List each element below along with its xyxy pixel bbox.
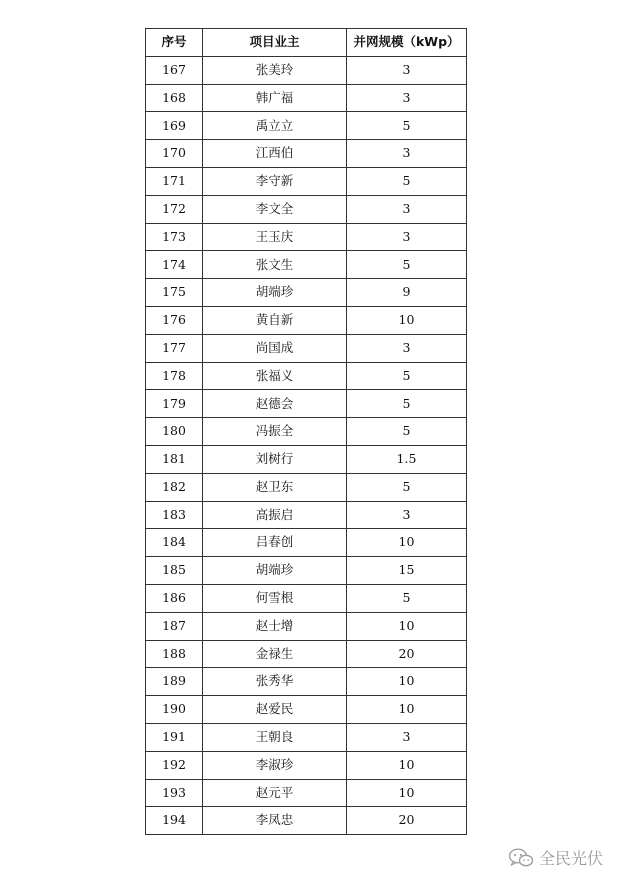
- cell-index: 181: [146, 445, 203, 473]
- table-row: [146, 779, 467, 807]
- cell-index: 191: [146, 723, 203, 751]
- table-row: [146, 668, 467, 696]
- table-row: [146, 279, 467, 307]
- cell-capacity: 10: [347, 751, 467, 779]
- cell-owner: 赵爱民: [203, 696, 347, 724]
- table-row: [146, 612, 467, 640]
- cell-capacity: 10: [347, 696, 467, 724]
- table-row: [146, 640, 467, 668]
- cell-index: 167: [146, 56, 203, 84]
- table-row: [146, 112, 467, 140]
- cell-owner: 尚国成: [203, 334, 347, 362]
- project-table: [145, 28, 467, 835]
- cell-owner: 王玉庆: [203, 223, 347, 251]
- cell-capacity: 10: [347, 668, 467, 696]
- cell-capacity: 10: [347, 779, 467, 807]
- table-row: [146, 445, 467, 473]
- cell-capacity: 5: [347, 251, 467, 279]
- cell-owner: 张文生: [203, 251, 347, 279]
- table-row: [146, 529, 467, 557]
- cell-capacity: 5: [347, 390, 467, 418]
- cell-owner: 何雪根: [203, 584, 347, 612]
- cell-index: 189: [146, 668, 203, 696]
- cell-index: 190: [146, 696, 203, 724]
- table-row: [146, 167, 467, 195]
- table-row: [146, 362, 467, 390]
- cell-index: 186: [146, 584, 203, 612]
- cell-owner: 江西伯: [203, 140, 347, 168]
- cell-owner: 刘树行: [203, 445, 347, 473]
- cell-capacity: 5: [347, 418, 467, 446]
- cell-owner: 李凤忠: [203, 807, 347, 835]
- table-row: [146, 334, 467, 362]
- cell-owner: 高振启: [203, 501, 347, 529]
- cell-index: 172: [146, 195, 203, 223]
- cell-index: 192: [146, 751, 203, 779]
- cell-owner: 李文全: [203, 195, 347, 223]
- cell-capacity: 10: [347, 306, 467, 334]
- header-index: 序号: [146, 29, 203, 57]
- cell-index: 176: [146, 306, 203, 334]
- table-body: [146, 56, 467, 834]
- cell-capacity: 1.5: [347, 445, 467, 473]
- cell-index: 169: [146, 112, 203, 140]
- cell-owner: 赵卫东: [203, 473, 347, 501]
- cell-index: 168: [146, 84, 203, 112]
- cell-index: 182: [146, 473, 203, 501]
- cell-capacity: 10: [347, 529, 467, 557]
- cell-capacity: 15: [347, 557, 467, 585]
- cell-index: 179: [146, 390, 203, 418]
- cell-index: 187: [146, 612, 203, 640]
- cell-owner: 赵德会: [203, 390, 347, 418]
- cell-index: 188: [146, 640, 203, 668]
- table-row: [146, 751, 467, 779]
- cell-capacity: 5: [347, 112, 467, 140]
- table-row: [146, 584, 467, 612]
- table-row: [146, 473, 467, 501]
- table-row: [146, 390, 467, 418]
- cell-owner: 金禄生: [203, 640, 347, 668]
- cell-owner: 禹立立: [203, 112, 347, 140]
- cell-capacity: 10: [347, 612, 467, 640]
- cell-capacity: 3: [347, 195, 467, 223]
- cell-owner: 赵士增: [203, 612, 347, 640]
- cell-capacity: 5: [347, 362, 467, 390]
- cell-capacity: 3: [347, 56, 467, 84]
- cell-index: 173: [146, 223, 203, 251]
- cell-owner: 张美玲: [203, 56, 347, 84]
- cell-capacity: 20: [347, 807, 467, 835]
- cell-index: 174: [146, 251, 203, 279]
- cell-capacity: 3: [347, 223, 467, 251]
- cell-index: 175: [146, 279, 203, 307]
- header-row: [146, 29, 467, 57]
- table-row: [146, 140, 467, 168]
- table-row: [146, 723, 467, 751]
- table-row: [146, 84, 467, 112]
- watermark: [508, 846, 603, 869]
- cell-index: 194: [146, 807, 203, 835]
- cell-index: 183: [146, 501, 203, 529]
- cell-index: 177: [146, 334, 203, 362]
- cell-capacity: 3: [347, 501, 467, 529]
- cell-capacity: 5: [347, 167, 467, 195]
- table-row: [146, 696, 467, 724]
- cell-index: 180: [146, 418, 203, 446]
- table-header: [146, 29, 467, 57]
- cell-capacity: 3: [347, 723, 467, 751]
- cell-capacity: 3: [347, 334, 467, 362]
- cell-owner: 张秀华: [203, 668, 347, 696]
- cell-index: 170: [146, 140, 203, 168]
- cell-owner: 王朝良: [203, 723, 347, 751]
- table-row: [146, 418, 467, 446]
- table-row: [146, 223, 467, 251]
- header-capacity: 并网规模（kWp）: [347, 29, 467, 57]
- cell-capacity: 20: [347, 640, 467, 668]
- cell-owner: 吕春创: [203, 529, 347, 557]
- table-row: [146, 501, 467, 529]
- cell-owner: 李淑珍: [203, 751, 347, 779]
- cell-index: 193: [146, 779, 203, 807]
- cell-index: 185: [146, 557, 203, 585]
- watermark-text: 全民光伏: [539, 849, 604, 868]
- header-owner: 项目业主: [203, 29, 347, 57]
- cell-owner: 胡端珍: [203, 557, 347, 585]
- cell-owner: 李守新: [203, 167, 347, 195]
- table-row: [146, 56, 467, 84]
- cell-capacity: 5: [347, 473, 467, 501]
- cell-index: 171: [146, 167, 203, 195]
- wechat-icon: [508, 848, 534, 868]
- table-row: [146, 807, 467, 835]
- table-row: [146, 557, 467, 585]
- cell-owner: 黄自新: [203, 306, 347, 334]
- cell-owner: 张福义: [203, 362, 347, 390]
- cell-owner: 赵元平: [203, 779, 347, 807]
- table-row: [146, 195, 467, 223]
- cell-owner: 胡端珍: [203, 279, 347, 307]
- cell-owner: 冯振全: [203, 418, 347, 446]
- cell-capacity: 5: [347, 584, 467, 612]
- cell-owner: 韩广福: [203, 84, 347, 112]
- cell-capacity: 9: [347, 279, 467, 307]
- cell-capacity: 3: [347, 140, 467, 168]
- cell-capacity: 3: [347, 84, 467, 112]
- cell-index: 178: [146, 362, 203, 390]
- table-row: [146, 251, 467, 279]
- cell-index: 184: [146, 529, 203, 557]
- table-row: [146, 306, 467, 334]
